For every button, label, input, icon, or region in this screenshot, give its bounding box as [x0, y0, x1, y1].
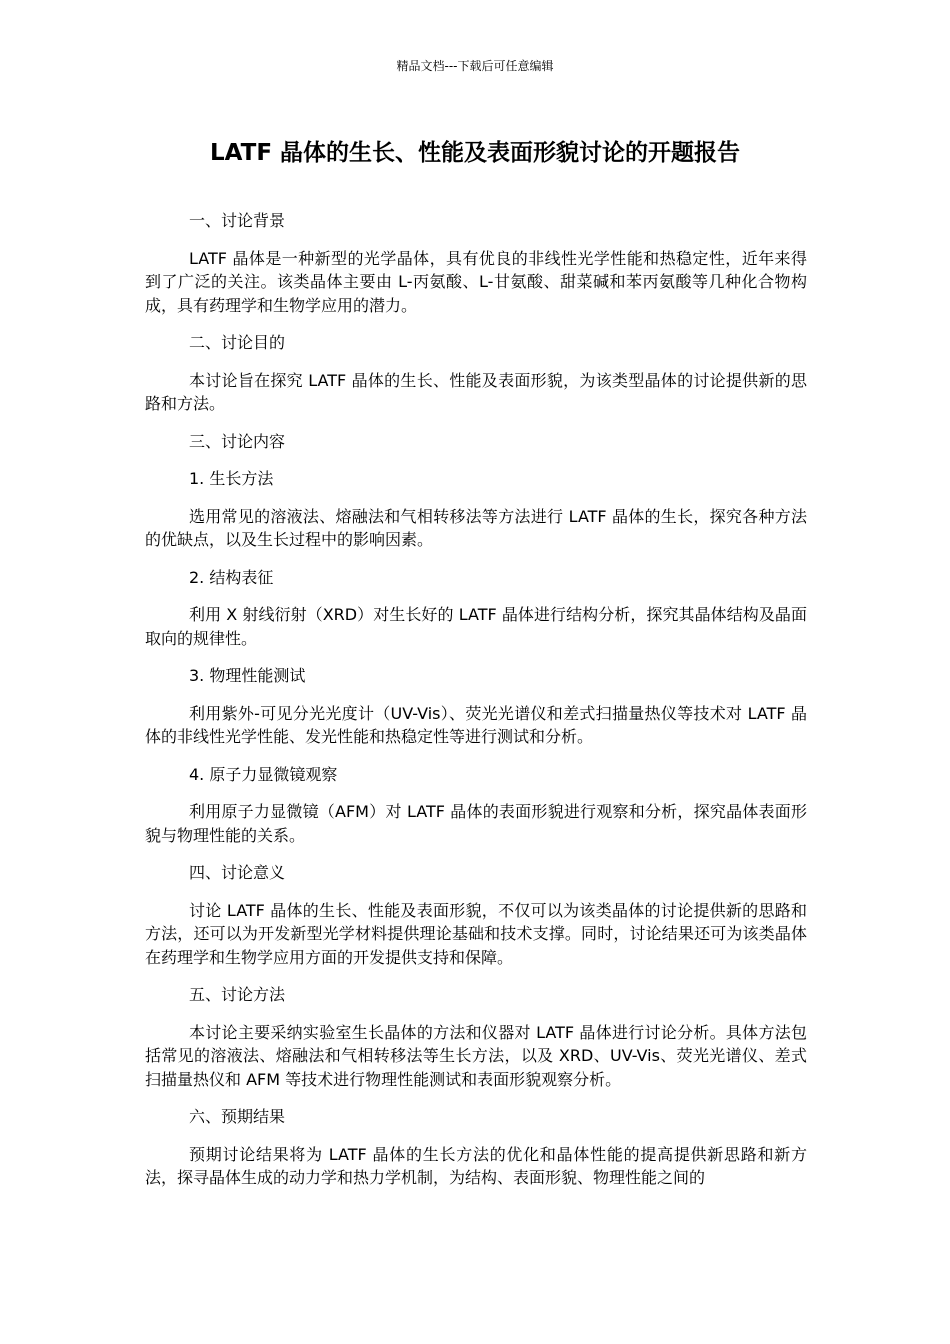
section-heading-methods: 五、讨论方法 — [189, 985, 286, 1004]
subheading-structure: 2. 结构表征 — [189, 567, 274, 587]
subheading-afm: 4. 原子力显微镜观察 — [189, 764, 338, 784]
page-title: LATF 晶体的生长、性能及表面形貌讨论的开题报告 — [209, 140, 741, 166]
page-header: 精品文档---下载后可任意编辑 — [396, 59, 554, 73]
paragraph-purpose: 本讨论旨在探究 LATF 晶体的生长、性能及表面形貌，为该类型晶体的讨论提供新的思路和方法。 — [145, 370, 807, 413]
section-heading-content: 三、讨论内容 — [189, 431, 286, 451]
paragraph-significance: 讨论 LATF 晶体的生长、性能及表面形貌，不仅可以为该类晶体的讨论提供新的思路和方法，还可以为开发新型光学材料提供理论基础和技术支撑。同时，讨论结果还可为该类晶体在药理学和生物学应用方面的开发提供支持和保障。 — [145, 900, 807, 967]
paragraph-structure: 利用 X 射线衍射（XRD）对生长好的 LATF 晶体进行结构分析，探究其晶体结构及晶面取向的规律性。 — [145, 605, 807, 648]
paragraph-expected-results: 预期讨论结果将为 LATF 晶体的生长方法的优化和晶体性能的提高提供新思路和新方法，探寻晶体生成的动力学和热力学机制，为结构、表面形貌、物理性能之间的 — [145, 1144, 807, 1187]
paragraph-afm: 利用原子力显微镜（AFM）对 LATF 晶体的表面形貌进行观察和分析，探究晶体表面形貌与物理性能的关系。 — [145, 802, 807, 845]
section-heading-purpose: 二、讨论目的 — [189, 333, 286, 352]
paragraph-growth-method: 选用常见的溶液法、熔融法和气相转移法等方法进行 LATF 晶体的生长，探究各种方法的优缺点，以及生长过程中的影响因素。 — [145, 506, 807, 549]
paragraph-background: LATF 晶体是一种新型的光学晶体，具有优良的非线性光学性能和热稳定性，近年来得到了广泛的关注。该类晶体主要由 L-丙氨酸、L-甘氨酸、甜菜碱和苯丙氨酸等几种化合物构成，具有药理学和生物学应用的潜力。 — [145, 248, 807, 315]
section-heading-significance: 四、讨论意义 — [189, 863, 286, 882]
section-heading-expected-results: 六、预期结果 — [189, 1107, 286, 1126]
paragraph-methods: 本讨论主要采纳实验室生长晶体的方法和仪器对 LATF 晶体进行讨论分析。具体方法包括常见的溶液法、熔融法和气相转移法等生长方法，以及 XRD、UV-Vis、荧光光谱仪、差式扫描量热仪和 AFM 等技术进行物理性能测试和表面形貌观察分析。 — [145, 1022, 807, 1089]
document-body — [145, 209, 807, 1204]
paragraph-physical-testing: 利用紫外-可见分光光度计（UV-Vis）、荧光光谱仪和差式扫描量热仪等技术对 LATF 晶体的非线性光学性能、发光性能和热稳定性等进行测试和分析。 — [145, 703, 807, 746]
section-heading-background: 一、讨论背景 — [189, 211, 286, 230]
subheading-physical-testing: 3. 物理性能测试 — [189, 666, 306, 685]
subheading-growth-method: 1. 生长方法 — [189, 469, 274, 488]
